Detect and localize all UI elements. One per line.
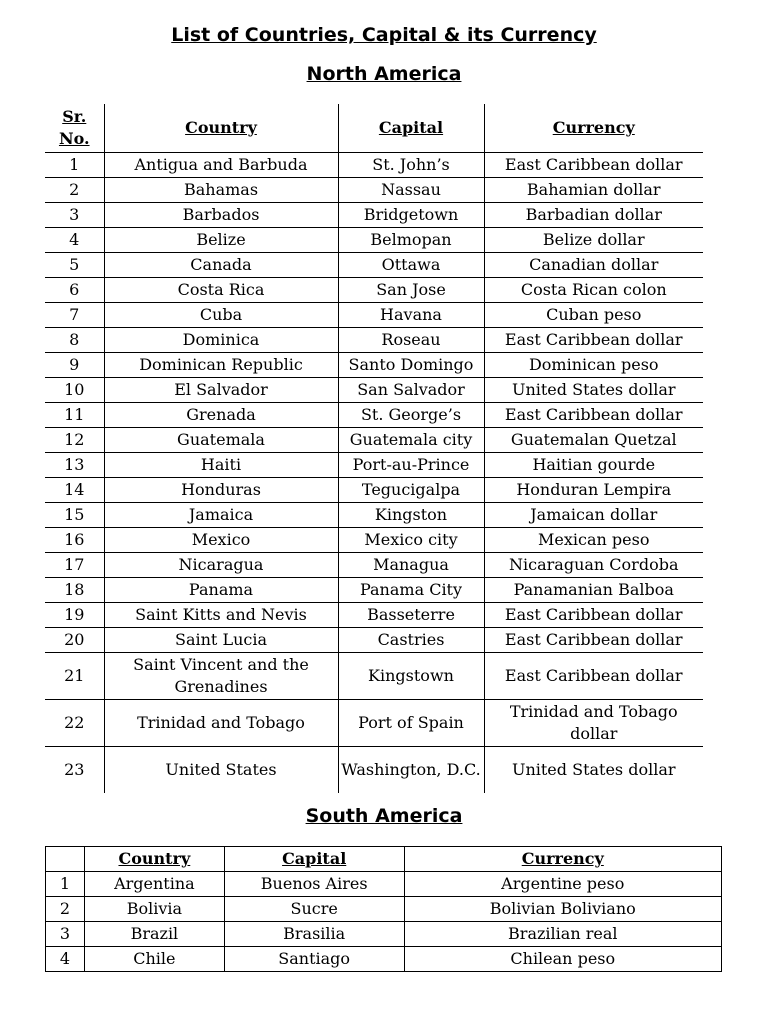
cell-sr-no: 1 <box>45 153 104 178</box>
cell-sr-no: 5 <box>45 253 104 278</box>
cell-currency: Barbadian dollar <box>484 203 703 228</box>
cell-currency: Cuban peso <box>484 303 703 328</box>
table-row <box>45 653 703 700</box>
cell-currency: Trinidad and Tobago dollar <box>484 700 703 747</box>
document-title: List of Countries, Capital & its Currency <box>171 24 597 46</box>
table-row <box>45 278 703 303</box>
cell-capital: Buenos Aires <box>224 872 404 897</box>
table-row <box>46 947 722 972</box>
column-header-currency: Currency <box>484 104 703 153</box>
cell-capital: Havana <box>338 303 484 328</box>
cell-sr-no: 4 <box>45 228 104 253</box>
cell-currency: Guatemalan Quetzal <box>484 428 703 453</box>
cell-capital: Basseterre <box>338 603 484 628</box>
cell-currency: Argentine peso <box>404 872 721 897</box>
cell-currency: Nicaraguan Cordoba <box>484 553 703 578</box>
north-america-heading: North America <box>306 63 462 85</box>
cell-sr-no: 14 <box>45 478 104 503</box>
table-row <box>45 628 703 653</box>
cell-currency: United States dollar <box>484 747 703 794</box>
table-row <box>45 403 703 428</box>
column-header-currency: Currency <box>404 847 721 872</box>
table-row <box>45 153 703 178</box>
south-america-table <box>45 846 722 972</box>
table-row <box>45 203 703 228</box>
cell-currency: East Caribbean dollar <box>484 653 703 700</box>
cell-capital: San Salvador <box>338 378 484 403</box>
cell-country: Argentina <box>84 872 224 897</box>
table-row <box>45 578 703 603</box>
cell-currency: Jamaican dollar <box>484 503 703 528</box>
cell-country: Panama <box>104 578 338 603</box>
cell-country: United States <box>104 747 338 794</box>
cell-sr-no: 19 <box>45 603 104 628</box>
cell-sr-no: 12 <box>45 428 104 453</box>
cell-country: Dominica <box>104 328 338 353</box>
cell-currency: Brazilian real <box>404 922 721 947</box>
cell-sr-no: 3 <box>46 922 85 947</box>
table-row <box>46 872 722 897</box>
cell-currency: East Caribbean dollar <box>484 328 703 353</box>
table-row <box>45 228 703 253</box>
cell-sr-no: 22 <box>45 700 104 747</box>
table-header-row <box>46 847 722 872</box>
cell-capital: Bridgetown <box>338 203 484 228</box>
north-america-table <box>45 104 703 793</box>
cell-capital: Tegucigalpa <box>338 478 484 503</box>
south-america-heading: South America <box>305 805 463 827</box>
table-row <box>45 303 703 328</box>
cell-country: Belize <box>104 228 338 253</box>
cell-currency: Bahamian dollar <box>484 178 703 203</box>
table-row <box>45 528 703 553</box>
cell-country: Bolivia <box>84 897 224 922</box>
cell-country: Antigua and Barbuda <box>104 153 338 178</box>
cell-country: El Salvador <box>104 378 338 403</box>
cell-capital: Washington, D.C. <box>338 747 484 794</box>
cell-sr-no: 2 <box>46 897 85 922</box>
cell-capital: San Jose <box>338 278 484 303</box>
cell-currency: Costa Rican colon <box>484 278 703 303</box>
cell-country: Brazil <box>84 922 224 947</box>
cell-currency: East Caribbean dollar <box>484 628 703 653</box>
table-row <box>45 378 703 403</box>
cell-capital: Port-au-Prince <box>338 453 484 478</box>
table-row <box>45 328 703 353</box>
cell-country: Canada <box>104 253 338 278</box>
cell-capital: Kingstown <box>338 653 484 700</box>
cell-country: Grenada <box>104 403 338 428</box>
cell-country: Haiti <box>104 453 338 478</box>
cell-country: Saint Kitts and Nevis <box>104 603 338 628</box>
cell-sr-no: 13 <box>45 453 104 478</box>
cell-capital: St. George’s <box>338 403 484 428</box>
cell-sr-no: 15 <box>45 503 104 528</box>
cell-country: Honduras <box>104 478 338 503</box>
cell-currency: Haitian gourde <box>484 453 703 478</box>
cell-currency: United States dollar <box>484 378 703 403</box>
cell-capital: Panama City <box>338 578 484 603</box>
cell-capital: Santiago <box>224 947 404 972</box>
cell-country: Mexico <box>104 528 338 553</box>
table-row <box>45 353 703 378</box>
cell-sr-no: 20 <box>45 628 104 653</box>
cell-currency: Dominican peso <box>484 353 703 378</box>
cell-capital: Managua <box>338 553 484 578</box>
cell-capital: Castries <box>338 628 484 653</box>
cell-capital: Sucre <box>224 897 404 922</box>
cell-sr-no: 21 <box>45 653 104 700</box>
cell-currency: East Caribbean dollar <box>484 153 703 178</box>
cell-country: Trinidad and Tobago <box>104 700 338 747</box>
table-row <box>45 178 703 203</box>
cell-country: Barbados <box>104 203 338 228</box>
cell-sr-no: 11 <box>45 403 104 428</box>
cell-sr-no: 2 <box>45 178 104 203</box>
column-header-capital: Capital <box>224 847 404 872</box>
cell-capital: Mexico city <box>338 528 484 553</box>
cell-capital: Belmopan <box>338 228 484 253</box>
cell-country: Guatemala <box>104 428 338 453</box>
cell-sr-no: 9 <box>45 353 104 378</box>
cell-sr-no: 10 <box>45 378 104 403</box>
cell-sr-no: 16 <box>45 528 104 553</box>
cell-capital: Guatemala city <box>338 428 484 453</box>
cell-sr-no: 1 <box>46 872 85 897</box>
cell-capital: St. John’s <box>338 153 484 178</box>
table-row <box>45 553 703 578</box>
cell-country: Saint Lucia <box>104 628 338 653</box>
table-row <box>46 922 722 947</box>
cell-capital: Ottawa <box>338 253 484 278</box>
table-row <box>45 700 703 747</box>
cell-currency: Canadian dollar <box>484 253 703 278</box>
cell-capital: Roseau <box>338 328 484 353</box>
cell-country: Saint Vincent and the Grenadines <box>104 653 338 700</box>
cell-currency: Panamanian Balboa <box>484 578 703 603</box>
column-header-country: Country <box>84 847 224 872</box>
cell-capital: Kingston <box>338 503 484 528</box>
cell-sr-no: 18 <box>45 578 104 603</box>
column-header-sr-no <box>46 847 85 872</box>
column-header-country: Country <box>104 104 338 153</box>
cell-capital: Santo Domingo <box>338 353 484 378</box>
cell-sr-no: 3 <box>45 203 104 228</box>
cell-sr-no: 6 <box>45 278 104 303</box>
table-row <box>45 603 703 628</box>
cell-sr-no: 4 <box>46 947 85 972</box>
cell-country: Jamaica <box>104 503 338 528</box>
cell-currency: Mexican peso <box>484 528 703 553</box>
cell-country: Dominican Republic <box>104 353 338 378</box>
cell-country: Costa Rica <box>104 278 338 303</box>
cell-sr-no: 7 <box>45 303 104 328</box>
cell-capital: Brasilia <box>224 922 404 947</box>
cell-country: Cuba <box>104 303 338 328</box>
cell-capital: Nassau <box>338 178 484 203</box>
table-row <box>45 253 703 278</box>
cell-currency: Honduran Lempira <box>484 478 703 503</box>
table-row <box>46 897 722 922</box>
cell-currency: East Caribbean dollar <box>484 403 703 428</box>
cell-currency: Belize dollar <box>484 228 703 253</box>
cell-currency: Bolivian Boliviano <box>404 897 721 922</box>
table-row <box>45 478 703 503</box>
cell-country: Nicaragua <box>104 553 338 578</box>
table-row <box>45 453 703 478</box>
column-header-sr-no: Sr. No. <box>45 104 104 153</box>
cell-sr-no: 8 <box>45 328 104 353</box>
table-row <box>45 747 703 794</box>
table-header-row <box>45 104 703 153</box>
cell-sr-no: 17 <box>45 553 104 578</box>
table-row <box>45 503 703 528</box>
cell-currency: East Caribbean dollar <box>484 603 703 628</box>
column-header-capital: Capital <box>338 104 484 153</box>
cell-country: Bahamas <box>104 178 338 203</box>
cell-country: Chile <box>84 947 224 972</box>
cell-capital: Port of Spain <box>338 700 484 747</box>
cell-currency: Chilean peso <box>404 947 721 972</box>
cell-sr-no: 23 <box>64 760 85 779</box>
table-row <box>45 428 703 453</box>
